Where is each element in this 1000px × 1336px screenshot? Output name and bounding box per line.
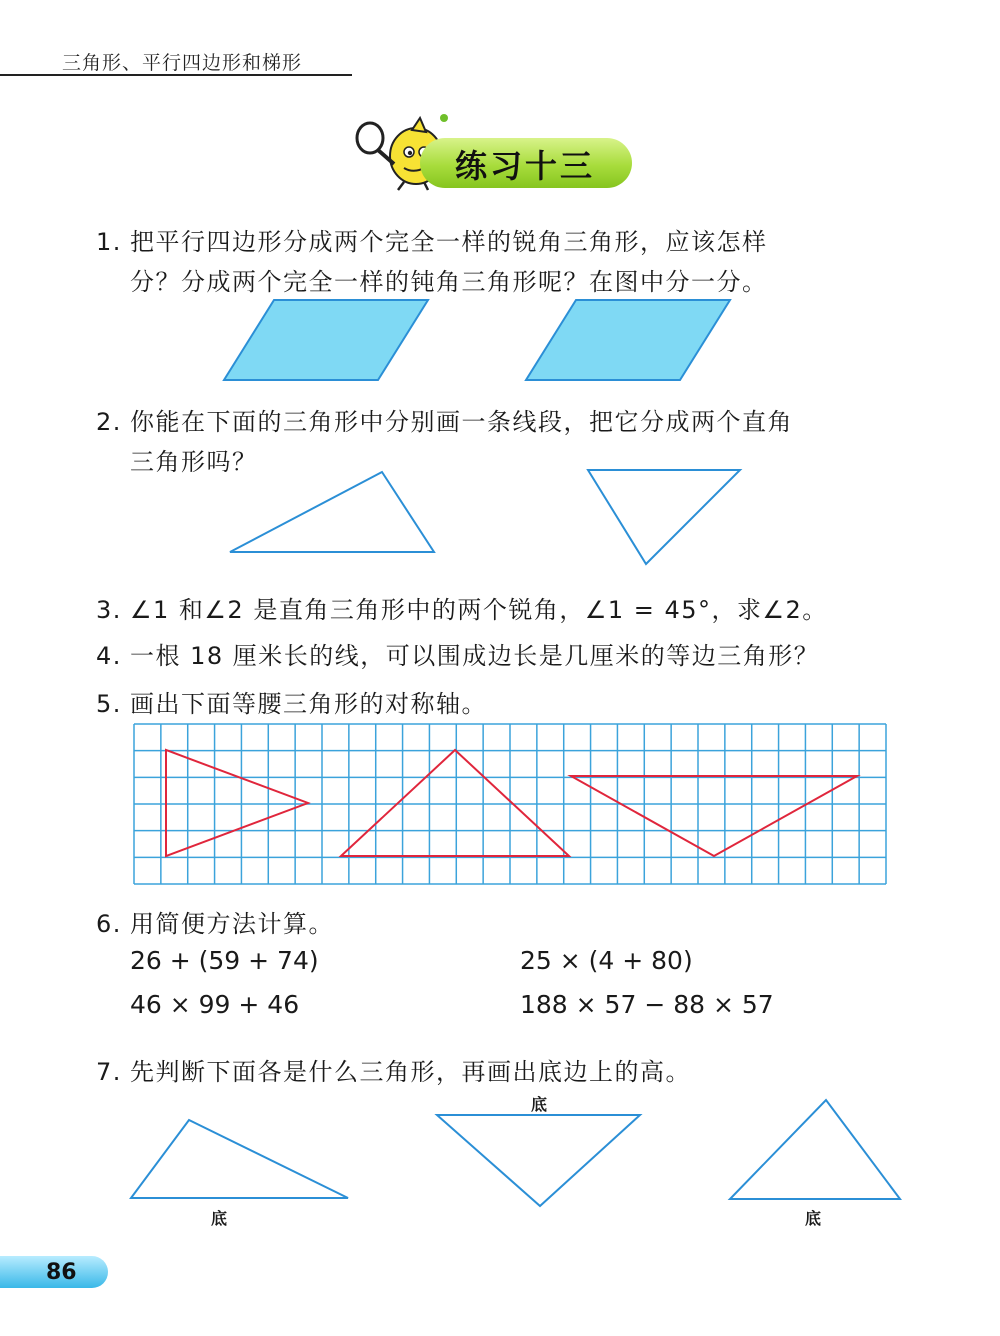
question-1-text: 把平行四边形分成两个完全一样的锐角三角形，应该怎样 <box>130 228 768 256</box>
question-7-number: 7. <box>96 1058 122 1086</box>
base-label-2: 底 <box>531 1095 548 1114</box>
question-3-text: ∠1 和∠2 是直角三角形中的两个锐角，∠1 = 45°，求∠2。 <box>130 596 828 624</box>
question-6-number: 6. <box>96 910 122 938</box>
question-5-text: 画出下面等腰三角形的对称轴。 <box>130 690 487 718</box>
q7-triangle-inverted[interactable] <box>437 1115 640 1206</box>
base-label-1: 底 <box>211 1209 228 1228</box>
chapter-title: 三角形、平行四边形和梯形 <box>62 52 303 74</box>
question-5-number: 5. <box>96 690 122 718</box>
exercise-title: 练习十三 <box>455 147 596 185</box>
question-1-line2: 分？分成两个完全一样的钝角三角形呢？在图中分一分。 <box>130 268 768 296</box>
page-number: 86 <box>46 1260 77 1285</box>
question-7-text: 先判断下面各是什么三角形，再画出底边上的高。 <box>130 1058 691 1086</box>
question-2-number: 2. <box>96 408 122 436</box>
question-1-number: 1. <box>96 228 122 256</box>
calc-1: 26 + (59 + 74) <box>130 946 319 975</box>
calc-4: 188 × 57 − 88 × 57 <box>520 990 774 1019</box>
question-4-text: 一根 18 厘米长的线，可以围成边长是几厘米的等边三角形？ <box>130 642 820 670</box>
question-3-number: 3. <box>96 596 122 624</box>
calc-3: 46 × 99 + 46 <box>130 990 300 1019</box>
calc-2: 25 × (4 + 80) <box>520 946 693 975</box>
q7-triangle-acute[interactable] <box>730 1100 900 1199</box>
question-2-text: 你能在下面的三角形中分别画一条线段，把它分成两个直角 <box>130 408 793 436</box>
base-label-3: 底 <box>805 1209 822 1228</box>
q7-triangle-obtuse[interactable] <box>131 1120 348 1198</box>
question-4-number: 4. <box>96 642 122 670</box>
question-6-text: 用简便方法计算。 <box>130 910 334 938</box>
question-2-line2: 三角形吗？ <box>130 448 258 476</box>
